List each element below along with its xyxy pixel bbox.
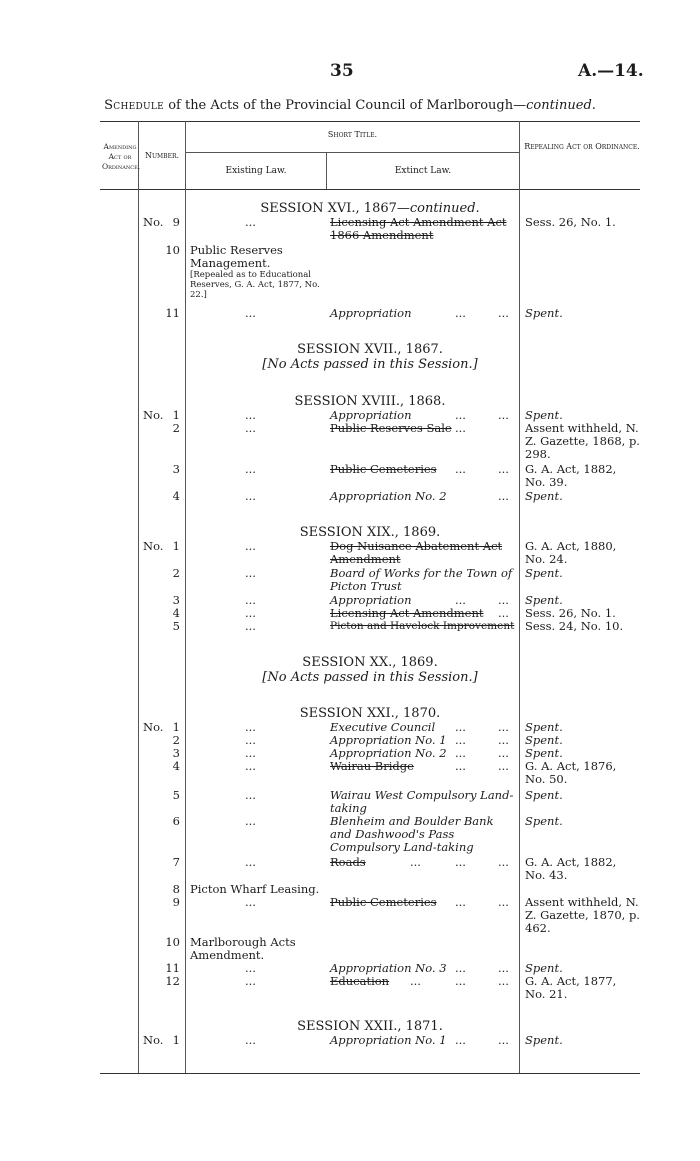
row-number: 10	[165, 243, 180, 257]
existing-dots: ...	[245, 759, 256, 773]
existing-dots: ...	[245, 566, 256, 580]
existing-law: Marlborough Acts Amendment.	[190, 935, 296, 962]
leader-dots: ...	[498, 606, 509, 620]
leader-dots: ...	[498, 733, 509, 747]
repealing-act: Spent.	[525, 814, 563, 828]
repealing-act: Spent.	[525, 566, 563, 580]
row-number: 3	[172, 593, 180, 607]
extinct-law: Appropriation No. 2	[330, 746, 447, 760]
row-number: 5	[172, 619, 180, 633]
header-existing: Existing Law.	[225, 166, 287, 176]
row-number: 9	[172, 215, 180, 229]
leader-dots: ...	[455, 408, 466, 422]
repealing-act: Spent.	[525, 306, 563, 320]
leader-dots: ...	[410, 855, 421, 869]
row-number: 4	[172, 759, 180, 773]
row-number: 1	[172, 408, 180, 422]
extinct-law: Wairau West Compulsory Land-taking	[330, 788, 514, 815]
leader-dots: ...	[498, 759, 509, 773]
row-number: 2	[172, 733, 180, 747]
leader-dots: ...	[455, 720, 466, 734]
repealing-act: G. A. Act, 1882, No. 43.	[525, 855, 617, 882]
existing-dots: ...	[245, 1033, 256, 1047]
existing-dots: ...	[245, 788, 256, 802]
extinct-law: Public Cemeteries	[330, 462, 437, 476]
leader-dots: ...	[455, 746, 466, 760]
table-header-rule	[100, 189, 640, 190]
leader-dots: ...	[498, 593, 509, 607]
header-repealing: Repealing Act or Ordinance.	[524, 142, 640, 151]
extinct-law: Appropriation No. 1	[330, 1033, 447, 1047]
session-title-18: SESSION XVIII., 1868.	[294, 394, 446, 409]
extinct-law: Dog Nuisance Abatement Act Amendment	[330, 539, 503, 566]
extinct-law: Public Cemeteries	[330, 895, 437, 909]
session-title-17: SESSION XVII., 1867.	[297, 342, 443, 357]
leader-dots: ...	[455, 759, 466, 773]
repealing-act: Sess. 24, No. 10.	[525, 619, 624, 633]
existing-dots: ...	[245, 733, 256, 747]
leader-dots: ...	[455, 421, 466, 435]
repealing-act: Spent.	[525, 733, 563, 747]
session-note-17: [No Acts passed in this Session.]	[262, 357, 478, 372]
repealing-act: G. A. Act, 1882, No. 39.	[525, 462, 617, 489]
leader-dots: ...	[455, 974, 466, 988]
extinct-law: Appropriation No. 3	[330, 961, 447, 975]
existing-dots: ...	[245, 619, 256, 633]
extinct-law: Licensing Act Amendment Act 1866 Amendment	[330, 215, 507, 242]
extinct-law: Roads	[330, 855, 366, 869]
existing-dots: ...	[245, 814, 256, 828]
leader-dots: ...	[455, 855, 466, 869]
existing-dots: ...	[245, 593, 256, 607]
leader-dots: ...	[410, 974, 421, 988]
repealing-act: G. A. Act, 1880, No. 24.	[525, 539, 617, 566]
caption-text: of the Acts of the Provincial Council of Marlborough—	[164, 98, 527, 113]
extinct-law: Appropriation No. 1	[330, 733, 447, 747]
document-reference: A.—14.	[578, 61, 644, 81]
extinct-law: Board of Works for the Town of Picton Trust	[330, 566, 513, 593]
repealing-act: Spent.	[525, 720, 563, 734]
row-number: 12	[165, 974, 180, 988]
repealing-act: Spent.	[525, 489, 563, 503]
existing-dots: ...	[245, 720, 256, 734]
repealing-act: Sess. 26, No. 1.	[525, 215, 616, 229]
row-number: 6	[172, 814, 180, 828]
repealing-act: Spent.	[525, 746, 563, 760]
leader-dots: ...	[498, 489, 509, 503]
existing-dots: ...	[245, 306, 256, 320]
leader-dots: ...	[498, 855, 509, 869]
page-number: 35	[330, 61, 354, 81]
repealing-act: Spent.	[525, 408, 563, 422]
existing-dots: ...	[245, 606, 256, 620]
short-title-divider	[186, 152, 519, 153]
existing-dots: ...	[245, 215, 256, 229]
extinct-law: Appropriation	[330, 408, 412, 422]
row-number: 2	[172, 566, 180, 580]
existing-dots: ...	[245, 408, 256, 422]
repealing-act: Spent.	[525, 593, 563, 607]
schedule-caption	[0, 98, 700, 113]
row-number: 11	[165, 306, 180, 320]
repealing-act: G. A. Act, 1877, No. 21.	[525, 974, 617, 1001]
extinct-law: Executive Council	[330, 720, 436, 734]
leader-dots: ...	[455, 961, 466, 975]
existing-dots: ...	[245, 961, 256, 975]
row-number: 4	[172, 606, 180, 620]
repealing-act: Spent.	[525, 1033, 563, 1047]
existing-law: Public Reserves Management.	[190, 243, 283, 270]
col-rule-2	[185, 121, 186, 1073]
session-title-21: SESSION XXI., 1870.	[299, 706, 441, 721]
row-number: 7	[172, 855, 180, 869]
extinct-law: Appropriation	[330, 306, 412, 320]
repealing-act: G. A. Act, 1876, No. 50.	[525, 759, 617, 786]
existing-dots: ...	[245, 489, 256, 503]
row-number: 10	[165, 935, 180, 949]
leader-dots: ...	[498, 961, 509, 975]
row-number: 5	[172, 788, 180, 802]
session-title-16: SESSION XVI., 1867—continued.	[260, 201, 480, 216]
caption-continued: continued.	[526, 98, 596, 113]
leader-dots: ...	[498, 974, 509, 988]
row-number: 8	[172, 882, 180, 896]
leader-dots: ...	[455, 593, 466, 607]
leader-dots: ...	[498, 720, 509, 734]
session-note-20: [No Acts passed in this Session.]	[262, 670, 478, 685]
row-no-label: No.	[143, 720, 164, 734]
existing-law-note: [Repealed as to Educational Reserves, G. A. Act, 1877, No. 22.]	[190, 270, 320, 300]
row-no-label: No.	[143, 1033, 164, 1047]
header-number: Number.	[144, 151, 180, 160]
extinct-law: Appropriation No. 2	[330, 489, 447, 503]
existing-dots: ...	[245, 855, 256, 869]
row-no-label: No.	[143, 539, 164, 553]
extinct-law: Licensing Act Amendment	[330, 606, 484, 620]
existing-dots: ...	[245, 539, 256, 553]
caption-schedule-word: Schedule	[104, 98, 165, 113]
extinct-law: Appropriation	[330, 593, 412, 607]
leader-dots: ...	[498, 306, 509, 320]
extinct-law: Blenheim and Boulder Bank and Dashwood's Pass Compulsory Land-taking	[330, 814, 494, 854]
repealing-act: Assent withheld, N. Z. Gazette, 1870, p. 462.	[525, 895, 640, 935]
row-number: 1	[172, 539, 180, 553]
row-number: 4	[172, 489, 180, 503]
session-title-19: SESSION XIX., 1869.	[299, 525, 441, 540]
row-number: 3	[172, 746, 180, 760]
leader-dots: ...	[498, 462, 509, 476]
existing-dots: ...	[245, 974, 256, 988]
table-top-rule	[100, 121, 640, 122]
repealing-act: Spent.	[525, 788, 563, 802]
row-number: 9	[172, 895, 180, 909]
existing-law: Picton Wharf Leasing.	[190, 882, 320, 896]
existing-dots: ...	[245, 895, 256, 909]
header-short-title: Short Title.	[327, 130, 378, 139]
leader-dots: ...	[455, 733, 466, 747]
leader-dots: ...	[455, 462, 466, 476]
session-title-22: SESSION XXII., 1871.	[297, 1019, 443, 1034]
extinct-law: Wairau Bridge	[330, 759, 414, 773]
row-no-label: No.	[143, 215, 164, 229]
col-rule-1	[138, 121, 139, 1073]
extinct-law: Public Reserves Sale	[330, 421, 452, 435]
header-extinct: Extinct Law.	[394, 166, 452, 176]
extinct-law: Picton and Havelock Improvement	[330, 620, 515, 632]
col-rule-4	[519, 121, 520, 1073]
leader-dots: ...	[455, 306, 466, 320]
existing-dots: ...	[245, 462, 256, 476]
row-number: 2	[172, 421, 180, 435]
leader-dots: ...	[498, 746, 509, 760]
header-amending: Amending Act or Ordinance.	[102, 142, 141, 171]
repealing-act: Sess. 26, No. 1.	[525, 606, 616, 620]
row-number: 1	[172, 1033, 180, 1047]
repealing-act: Assent withheld, N. Z. Gazette, 1868, p. 298.	[525, 421, 640, 461]
row-number: 3	[172, 462, 180, 476]
existing-dots: ...	[245, 421, 256, 435]
leader-dots: ...	[498, 895, 509, 909]
session-title-20: SESSION XX., 1869.	[302, 655, 438, 670]
leader-dots: ...	[455, 1033, 466, 1047]
existing-dots: ...	[245, 746, 256, 760]
extinct-law: Education	[330, 974, 390, 988]
leader-dots: ...	[455, 895, 466, 909]
row-number: 1	[172, 720, 180, 734]
row-no-label: No.	[143, 408, 164, 422]
row-number: 11	[165, 961, 180, 975]
leader-dots: ...	[498, 1033, 509, 1047]
table-bottom-rule	[100, 1073, 640, 1074]
repealing-act: Spent.	[525, 961, 563, 975]
leader-dots: ...	[498, 408, 509, 422]
